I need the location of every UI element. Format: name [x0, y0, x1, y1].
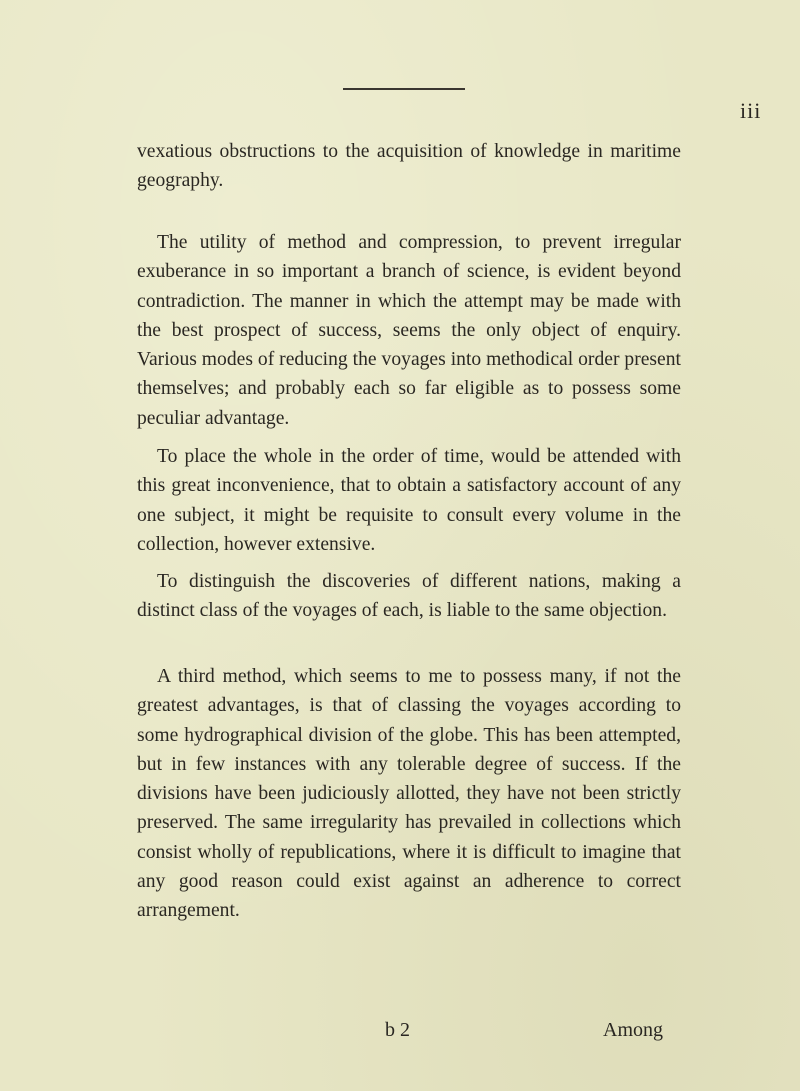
paragraph-continuation: vexatious obstructions to the acquisition of knowledge in maritime geography.	[137, 141, 681, 192]
page-number: iii	[740, 98, 762, 123]
paragraph-order-of-time: To place the whole in the order of time, would be attended with this great inconvenience, that to obtain a satisfactory account of any one subject, it might be requisite to consult every volume in the collection, however extensive.	[137, 446, 681, 555]
signature-mark: b 2	[385, 1019, 410, 1041]
header-rule	[343, 88, 465, 90]
paragraph-third-method: A third method, which seems to me to possess many, if not the greatest advantages, is that of classing the voyages according to some hydrographical division of the globe. This has been attempted, but in few instances with any tolerable degree of success. If the divisions have been judiciously allotted, they have not been strictly preserved. The same irregularity has prevailed in collections which consist wholly of republications, where it is difficult to imagine that any good reason could exist against an adherence to correct arrangement.	[137, 666, 681, 922]
paragraph-different-nations: To distinguish the discoveries of different nations, making a distinct class of the voyages of each, is liable to the same objection.	[137, 571, 681, 622]
paragraph-utility-of-method: The utility of method and compression, to prevent irregular exuberance in so important a branch of science, is evident beyond contradiction. The manner in which the attempt may be made with the best prospect of success, seems the only object of enquiry. Various modes of reducing the voyages into methodical order present themselves; and probably each so far eligible as to possess some peculiar advantage.	[137, 232, 681, 429]
catchword: Among	[603, 1019, 663, 1041]
